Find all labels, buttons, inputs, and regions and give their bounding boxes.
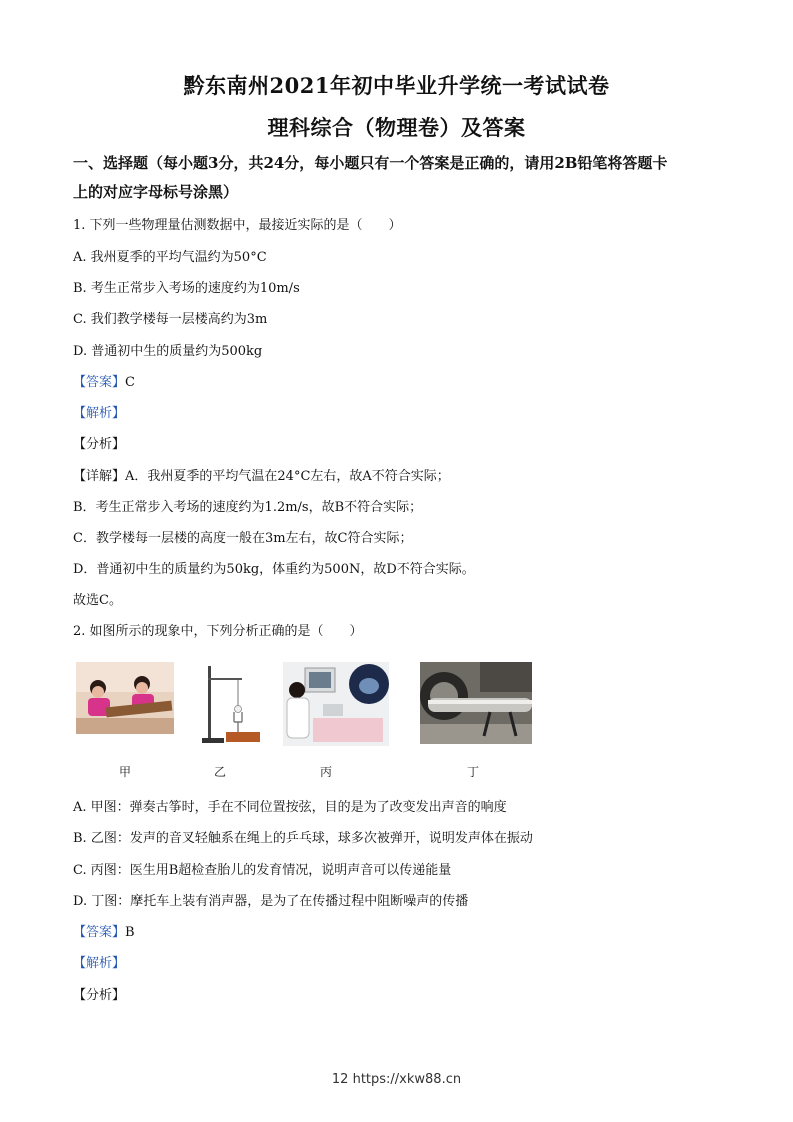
q2-stem: 2. 如图所示的现象中，下列分析正确的是（ ） (73, 624, 363, 639)
q1-fenxi-tag: 【分析】 (73, 437, 126, 452)
figure-caption-bing: 丙 (320, 765, 333, 779)
q1-conclusion: 故选C。 (73, 593, 122, 608)
q2-option-c: C. 丙图：医生用B超检查胎儿的发育情况，说明声音可以传递能量 (73, 863, 452, 878)
q2-answer-line (73, 921, 135, 940)
q2-answer-tag: 【答案】 (73, 925, 126, 940)
q1-detail-a (73, 465, 450, 484)
q1-option-b: B. 考生正常步入考场的速度约为10m/s (73, 281, 300, 296)
q1-answer-line (73, 371, 135, 390)
q2-analysis-tag: 【解析】 (73, 956, 126, 971)
q1-detail-tag: 【详解】 (73, 469, 126, 484)
q1-option-a: A. 我州夏季的平均气温约为50°C (73, 250, 267, 265)
ultrasound-photo (283, 662, 389, 746)
q2-fenxi-tag: 【分析】 (73, 988, 126, 1003)
q2-answer-value: B (125, 925, 135, 940)
q2-option-b: B. 乙图：发声的音叉轻触系在绳上的乒乓球，球多次被弹开，说明发声体在振动 (73, 831, 533, 846)
q1-detail-b: B．考生正常步入考场的速度约为1.2m/s，故B不符合实际； (73, 500, 423, 515)
q1-option-c: C. 我们教学楼每一层楼高约为3m (73, 312, 268, 327)
q1-option-d: D. 普通初中生的质量约为500kg (73, 344, 263, 359)
section-heading-line2: 上的对应字母标号涂黑） (73, 183, 239, 201)
q1-answer-value: C (125, 375, 135, 390)
q2-option-a: A. 甲图：弹奏古筝时，手在不同位置按弦，目的是为了改变发出声音的响度 (73, 800, 507, 815)
guzheng-photo (76, 662, 174, 734)
page-footer[interactable]: 12 https://xkw88.cn (331, 1072, 462, 1087)
q1-stem: 1. 下列一些物理量估测数据中，最接近实际的是（ ） (73, 218, 402, 233)
q1-detail-c: C．教学楼每一层楼的高度一般在3m左右，故C符合实际； (73, 531, 413, 546)
page-subtitle: 理科综合（物理卷）及答案 (267, 115, 526, 140)
motorcycle-muffler-photo (420, 662, 532, 744)
q1-detail-d: D．普通初中生的质量约为50kg，体重约为500N，故D不符合实际。 (73, 562, 475, 577)
figure-caption-yi: 乙 (214, 765, 227, 779)
section-heading-line1: 一、选择题（每小题3分，共24分，每小题只有一个答案是正确的，请用2B铅笔将答题卡 (73, 154, 668, 172)
q2-option-d: D. 丁图：摩托车上装有消声器，是为了在传播过程中阻断噪声的传播 (73, 894, 469, 909)
q1-analysis-tag: 【解析】 (73, 406, 126, 421)
tuning-fork-photo (198, 662, 262, 746)
figure-caption-jia: 甲 (119, 765, 132, 779)
figure-caption-ding: 丁 (467, 765, 480, 779)
page-title: 黔东南州2021年初中毕业升学统一考试试卷 (183, 73, 610, 98)
q1-answer-tag: 【答案】 (73, 375, 126, 390)
q1-detail-a-text: A．我州夏季的平均气温在24°C左右，故A不符合实际； (125, 469, 450, 484)
